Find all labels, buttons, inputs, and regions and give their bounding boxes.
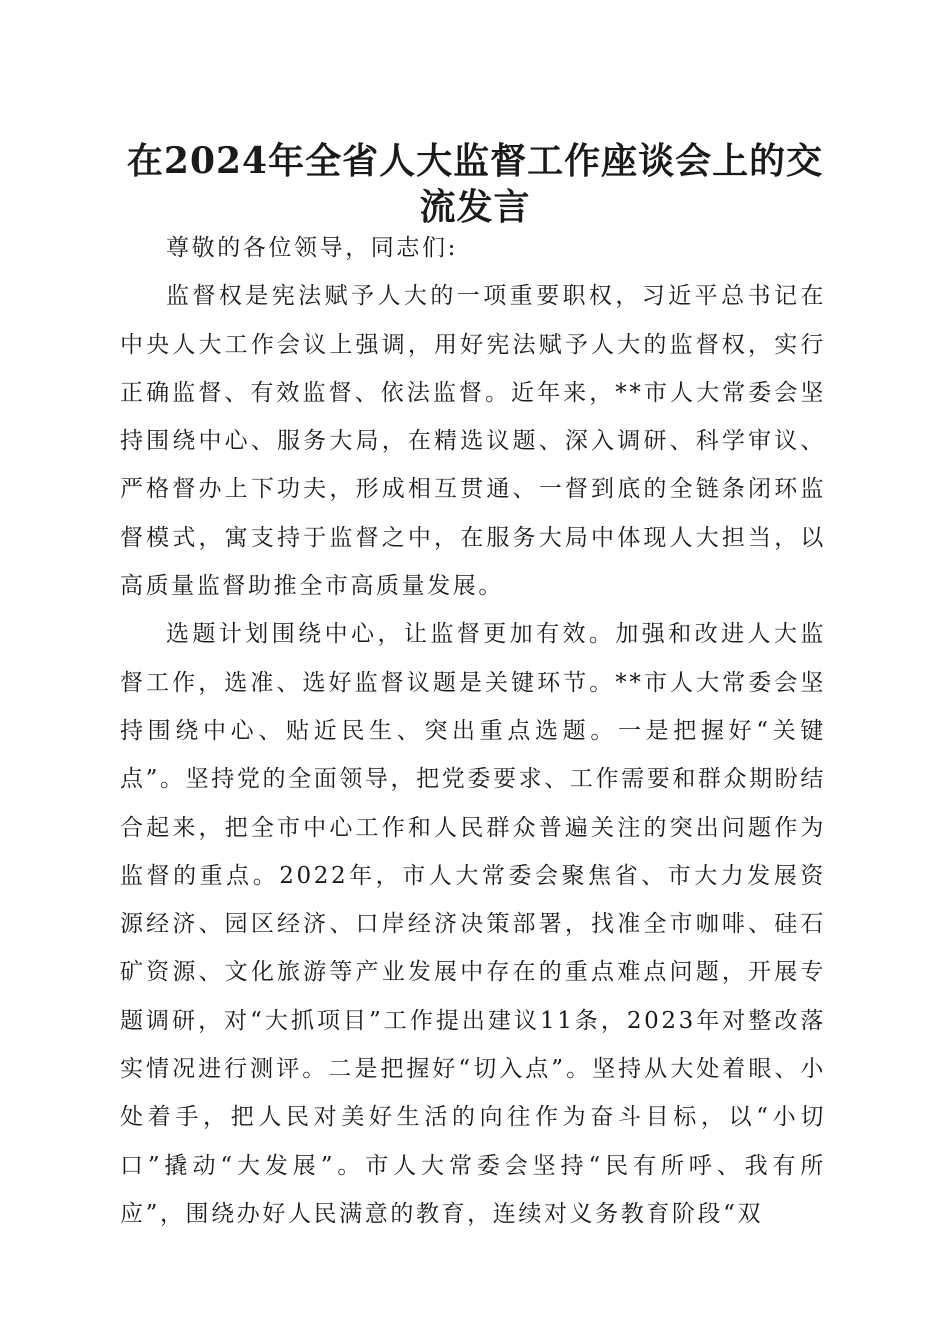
document-title: 在2024年全省人大监督工作座谈会上的交流发言 [126,140,824,228]
paragraph-2: 选题计划围绕中心，让监督更加有效。加强和改进人大监督工作，选准、选好监督议题是关键环节。**市人大常委会坚持围绕中心、贴近民生、突出重点选题。一是把握好“关键点”。坚持党的全面领导，把党委要求、工作需要和群众期盼结合起来，把全市中心工作和人民群众普遍关注的突出问题作为监督的重点。2022年，市人大常委会聚焦省、市大力发展资源经济、园区经济、口岸经济决策部署，找准全市咖啡、硅石矿资源、文化旅游等产业发展中存在的重点难点问题，开展专题调研，对“大抓项目”工作提出建议11条，2023年对整改落实情况进行测评。二是把握好“切入点”。坚持从大处着眼、小处着手，把人民对美好生活的向往作为奋斗目标，以“小切口”撬动“大发展”。市人大常委会坚持“民有所呼、我有所应”，围绕办好人民满意的教育，连续对义务教育阶段“双 [120,621,826,1227]
paragraph-1: 监督权是宪法赋予人大的一项重要职权，习近平总书记在中央人大工作会议上强调，用好宪法赋予人大的监督权，实行正确监督、有效监督、依法监督。近年来，**市人大常委会坚持围绕中心、服务大局，在精选议题、深入调研、科学审议、严格督办上下功夫，形成相互贯通、一督到底的全链条闭环监督模式，寓支持于监督之中，在服务大局中体现人大担当，以高质量监督助推全市高质量发展。 [120,283,826,600]
salutation: 尊敬的各位领导，同志们: [166,235,458,261]
document-body [120,224,826,1238]
